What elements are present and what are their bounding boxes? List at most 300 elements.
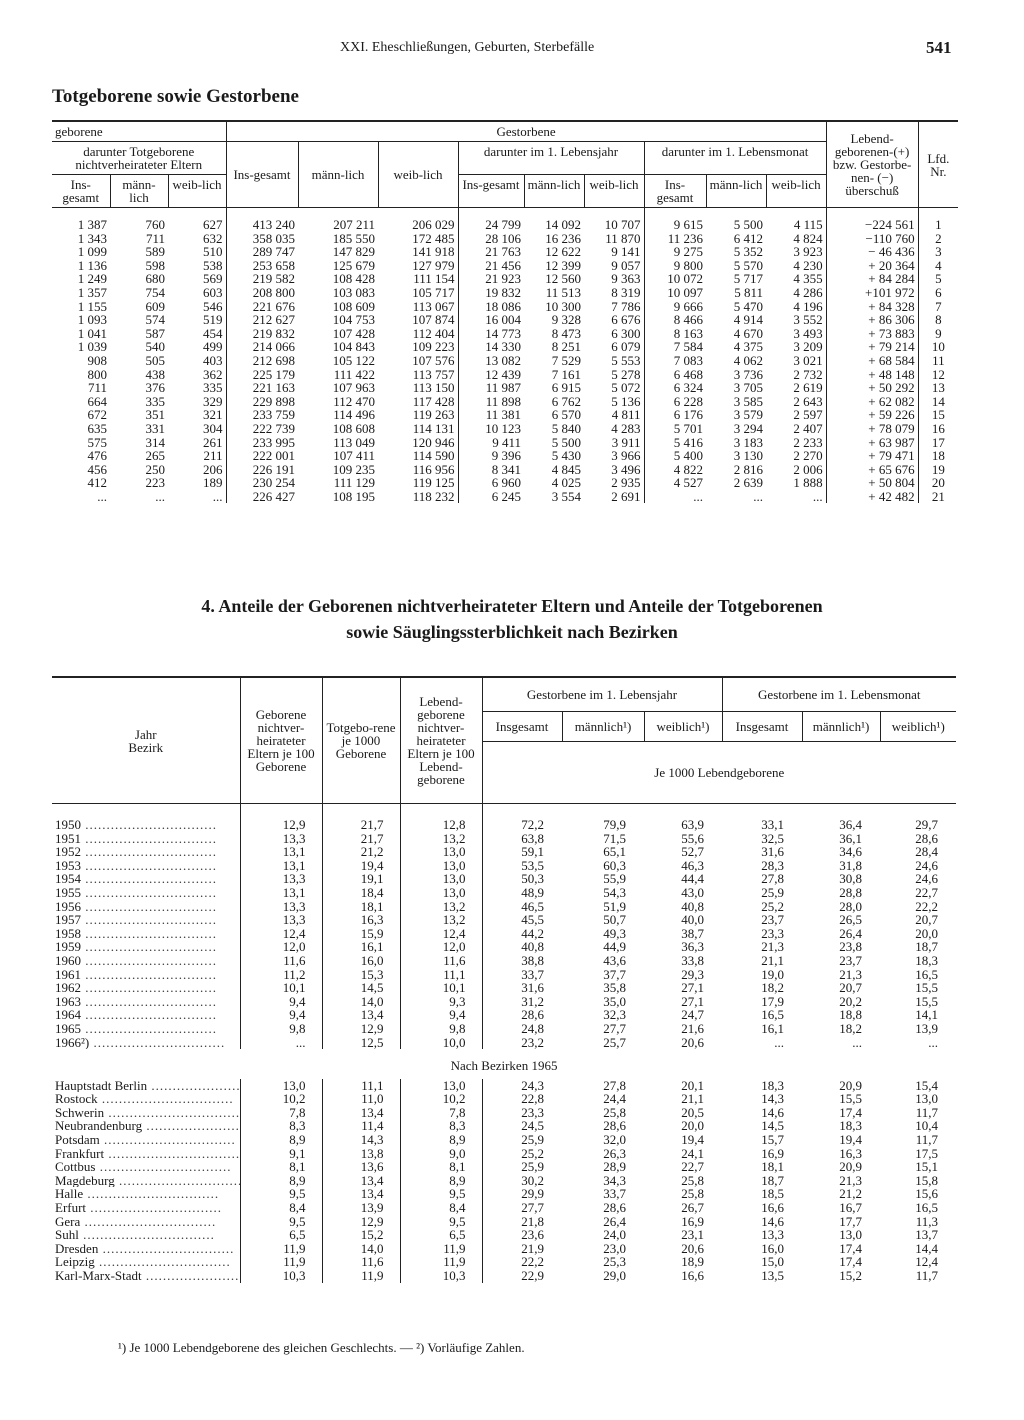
table-cell: 114 590 <box>378 449 458 463</box>
table-cell: 4 811 <box>584 408 644 422</box>
table-cell: 7,8 <box>400 1106 482 1120</box>
table-cell: 25,2 <box>521 1145 544 1161</box>
table-row <box>52 463 958 477</box>
head-lebend-nv: Lebend-geborene nichtver-heirateter Eltern je 100 Lebend-geborene <box>400 677 482 804</box>
row-label: Karl-Marx-Stadt ..... <box>55 1269 240 1283</box>
section1-title: Totgeborene sowie Gestorbene <box>52 86 299 107</box>
table-cell: 113 757 <box>378 368 458 382</box>
table-cell: 10,2 <box>240 1092 322 1106</box>
table-cell: 23,2 <box>521 1034 544 1050</box>
table-row <box>52 422 958 436</box>
row-label-cell <box>52 954 240 968</box>
table-cell: 63,8 <box>521 830 544 846</box>
table-cell: 664 <box>87 393 107 409</box>
table-cell: 33,7 <box>521 966 544 982</box>
table-cell: 189 <box>168 476 226 490</box>
table-cell: 6 762 <box>551 393 581 409</box>
table-cell: 16,9 <box>681 1213 705 1229</box>
table-cell: 598 <box>145 257 165 273</box>
table-cell: 40,0 <box>681 912 705 928</box>
table-cell: 7 083 <box>673 352 703 368</box>
table-row <box>52 368 958 382</box>
table-cell: 17,4 <box>839 1240 863 1256</box>
table-cell: 12,4 <box>400 927 482 941</box>
table-cell: 16,3 <box>322 913 400 927</box>
table-cell: 26,5 <box>839 912 863 928</box>
table-cell: 55,6 <box>681 830 705 846</box>
table-cell: 4 527 <box>673 475 703 491</box>
table-row <box>52 1242 956 1256</box>
row-label: 1956 ..... <box>55 900 217 914</box>
table-cell: 538 <box>168 259 226 273</box>
table-cell: 28 106 <box>485 230 521 246</box>
table-cell: ... <box>97 488 107 504</box>
table-cell: 351 <box>145 407 165 423</box>
table-cell: 14,5 <box>761 1118 785 1134</box>
table-cell: 1 343 <box>77 230 107 246</box>
table-cell: 21,1 <box>761 952 785 968</box>
table-cell: 13,2 <box>400 900 482 914</box>
head-bezirk: Bezirk <box>128 739 164 755</box>
page-header <box>0 30 1024 60</box>
table-cell: 24,8 <box>521 1020 544 1036</box>
table-cell: + 68 584 <box>826 354 918 368</box>
table-cell: 18,3 <box>761 1077 785 1093</box>
table-cell: 10,3 <box>240 1269 322 1283</box>
table-totgeborene-gestorbene <box>52 120 958 503</box>
table-cell: 4 824 <box>766 232 826 246</box>
table-cell: +101 972 <box>826 286 918 300</box>
table-cell: 34,3 <box>603 1172 626 1188</box>
head-j-weiblich: weib-lich <box>584 175 644 208</box>
table-cell: 5 416 <box>673 434 703 450</box>
table-cell: 635 <box>87 420 107 436</box>
table-cell: 21,9 <box>521 1240 544 1256</box>
table-cell: 3 579 <box>733 407 763 423</box>
section2-title-line1: 4. Anteile der Geborenen nichtverheirateter Eltern und Anteile der Totgeborenen <box>201 596 823 616</box>
table-row <box>52 340 958 354</box>
table-cell: 15,0 <box>761 1254 785 1270</box>
row-label: 1962 ..... <box>55 981 217 995</box>
table-cell: 23,7 <box>839 952 863 968</box>
table-cell: 11,6 <box>240 954 322 968</box>
table-cell: 212 698 <box>252 352 295 368</box>
table-cell: 79,9 <box>603 817 626 832</box>
table-cell: 25,7 <box>603 1034 626 1050</box>
bezirke-heading: Nach Bezirken 1965 <box>450 1058 558 1074</box>
table-cell: 31,6 <box>521 980 544 996</box>
row-label-cell <box>52 1215 240 1229</box>
row-label-cell <box>52 845 240 859</box>
table-cell: 45,5 <box>521 912 544 928</box>
table-cell: ... <box>928 1034 939 1050</box>
table-cell: 13,0 <box>839 1227 863 1243</box>
row-label-cell <box>52 886 240 900</box>
row-label-cell <box>52 1079 240 1093</box>
row-label: Cottbus ..... <box>55 1160 231 1174</box>
table-cell: 4 196 <box>766 300 826 314</box>
head-lebensjahr: Gestorbene im 1. Lebensjahr <box>482 677 722 712</box>
table-cell: 13,8 <box>322 1147 400 1161</box>
table-cell: 9 057 <box>584 259 644 273</box>
table-row <box>52 1269 956 1283</box>
table-anteile-bezirke <box>52 676 956 1283</box>
table-cell: 15,6 <box>915 1186 939 1202</box>
table-cell: 22,7 <box>915 884 939 900</box>
table-cell: 40,8 <box>521 939 544 955</box>
table-cell: 11,6 <box>400 954 482 968</box>
table-cell: ... <box>240 1036 322 1050</box>
table-cell: 29,7 <box>915 817 939 832</box>
table-row <box>52 1201 956 1215</box>
table-cell: 10 072 <box>667 271 703 287</box>
table-cell: 12,4 <box>240 927 322 941</box>
table-cell: 105 717 <box>378 286 458 300</box>
table-cell: 114 496 <box>333 407 375 423</box>
table-cell: 219 582 <box>252 271 295 287</box>
table-cell: 16 236 <box>545 230 581 246</box>
table-cell: + 50 292 <box>826 381 918 395</box>
table-cell: 4 025 <box>551 475 581 491</box>
table-cell: 29,9 <box>521 1186 544 1202</box>
table-cell: 6 468 <box>673 366 703 382</box>
table-cell: 28,9 <box>603 1159 626 1175</box>
table-cell: 413 240 <box>252 217 295 232</box>
table-cell: + 86 306 <box>826 313 918 327</box>
table-cell: 575 <box>87 434 107 450</box>
table-cell: 5 553 <box>584 354 644 368</box>
table-cell: 16,1 <box>322 940 400 954</box>
table-row <box>52 900 956 914</box>
row-label: 1964 ..... <box>55 1008 217 1022</box>
table-row <box>52 259 958 273</box>
table-cell: 250 <box>145 461 165 477</box>
table-cell: 15,5 <box>839 1091 863 1107</box>
table-cell: 23,6 <box>521 1227 544 1243</box>
table-row <box>52 1160 956 1174</box>
table-cell: 4 822 <box>673 461 703 477</box>
table-cell: 8,4 <box>400 1201 482 1215</box>
table-cell: 24,5 <box>521 1118 544 1134</box>
table-cell: 1 249 <box>77 271 107 287</box>
table-cell: 28,0 <box>839 898 863 914</box>
table-cell: 21,2 <box>322 845 400 859</box>
table-cell: 574 <box>145 312 165 328</box>
table-cell: 20,7 <box>839 980 863 996</box>
table-cell: 11 870 <box>584 232 644 246</box>
table-cell: 9 411 <box>492 434 521 450</box>
table-cell: 261 <box>168 436 226 450</box>
table-cell: 46,5 <box>521 898 544 914</box>
table-cell: 304 <box>168 422 226 436</box>
head-gestorbene: Gestorbene <box>226 121 826 142</box>
head-m-weiblich: weib-lich <box>766 175 826 208</box>
table-cell: 15,2 <box>322 1228 400 1242</box>
row-label: 1966²) ..... <box>55 1036 225 1050</box>
row-label-cell <box>52 927 240 941</box>
table-cell: 19,4 <box>322 859 400 873</box>
table-cell: ... <box>693 488 703 504</box>
row-label-cell <box>52 981 240 995</box>
table-cell: 38,8 <box>521 952 544 968</box>
table-cell: 233 759 <box>252 407 295 423</box>
table-cell: 23,8 <box>839 939 863 955</box>
table-cell: 15,2 <box>839 1268 863 1283</box>
table-cell: 9,4 <box>240 1008 322 1022</box>
table-cell: 222 001 <box>252 448 295 464</box>
row-label-cell <box>52 1187 240 1201</box>
table-cell: 10 300 <box>545 298 581 314</box>
table-cell: 10,1 <box>400 981 482 995</box>
table-cell: 1 387 <box>77 217 107 232</box>
table-cell: 9,0 <box>400 1147 482 1161</box>
table-cell: 51,9 <box>603 898 626 914</box>
table-cell: 13,0 <box>240 1079 322 1093</box>
table-cell: 9,3 <box>400 995 482 1009</box>
head-g-maennlich: männ-lich <box>298 142 378 208</box>
table-row <box>52 1174 956 1188</box>
table-cell: 17 <box>931 434 945 450</box>
table-cell: 18,8 <box>839 1007 863 1023</box>
table-cell: 35,8 <box>603 980 626 996</box>
table-cell: 21 <box>931 488 945 504</box>
table2-years <box>52 804 956 1050</box>
table-cell: 5 136 <box>584 395 644 409</box>
table-cell: 22,2 <box>915 898 939 914</box>
row-label-cell <box>52 1092 240 1106</box>
table-cell: 438 <box>145 366 165 382</box>
table-cell: 12,9 <box>240 804 322 832</box>
table-cell: 24,6 <box>915 871 939 887</box>
table-cell: 16,7 <box>839 1200 863 1216</box>
table-cell: 10 097 <box>667 284 703 300</box>
table-cell: 36,4 <box>839 817 863 832</box>
table-cell: 2 233 <box>766 436 826 450</box>
table-cell: 9,4 <box>240 995 322 1009</box>
row-label: 1959 ..... <box>55 940 217 954</box>
table-cell: 13,1 <box>240 886 322 900</box>
table-cell: + 20 364 <box>826 259 918 273</box>
table-cell: 13,9 <box>322 1201 400 1215</box>
table-cell: 25,3 <box>603 1254 626 1270</box>
table-cell: 31,2 <box>521 993 544 1009</box>
table-cell: 16,5 <box>915 966 939 982</box>
table-cell: 14,0 <box>322 995 400 1009</box>
table-cell: 16,6 <box>681 1268 705 1283</box>
table-cell: 12,0 <box>240 940 322 954</box>
table-cell: 18,7 <box>761 1172 785 1188</box>
table-cell: 5 811 <box>734 284 763 300</box>
table-cell: 54,3 <box>603 884 626 900</box>
table-cell: 335 <box>145 393 165 409</box>
table-cell: 12,0 <box>400 940 482 954</box>
table-cell: 14,6 <box>761 1104 785 1120</box>
table-cell: 314 <box>145 434 165 450</box>
row-label-cell <box>52 804 240 832</box>
table-cell: 18,5 <box>761 1186 785 1202</box>
table-cell: 2 006 <box>766 463 826 477</box>
table-cell: 20,9 <box>839 1159 863 1175</box>
table-cell: 21,3 <box>761 939 785 955</box>
table-cell: 11 381 <box>485 407 521 423</box>
row-label: 1963 ..... <box>55 995 217 1009</box>
row-label-cell <box>52 1036 240 1050</box>
head-maennlich2: männlich¹) <box>802 712 880 742</box>
row-label: Leipzig ..... <box>55 1255 231 1269</box>
table-cell: 499 <box>168 340 226 354</box>
table-cell: + 78 079 <box>826 422 918 436</box>
table-cell: 8 <box>935 312 942 328</box>
table-cell: 8 251 <box>551 339 581 355</box>
table-cell: 13,4 <box>322 1174 400 1188</box>
table-cell: 7 529 <box>551 352 581 368</box>
table-cell: 20,0 <box>681 1118 705 1134</box>
table-row <box>52 245 958 259</box>
table-cell: 800 <box>87 366 107 382</box>
table-cell: 16,3 <box>839 1145 863 1161</box>
table-cell: 6 676 <box>584 313 644 327</box>
table-cell: 25,9 <box>521 1159 544 1175</box>
table-row <box>52 1079 956 1093</box>
row-label-cell <box>52 832 240 846</box>
table-cell: 15,7 <box>761 1132 785 1148</box>
row-label-cell <box>52 1008 240 1022</box>
row-label: Neubrandenburg ..... <box>55 1119 240 1133</box>
table-cell: 11,3 <box>915 1213 939 1229</box>
table-cell: 9 275 <box>673 244 703 260</box>
table-cell: 16,0 <box>761 1240 785 1256</box>
table-cell: 14,6 <box>761 1213 785 1229</box>
table-cell: 13,0 <box>400 872 482 886</box>
table-row <box>52 381 958 395</box>
table-cell: 9,5 <box>240 1187 322 1201</box>
table-cell: 22,9 <box>521 1268 544 1283</box>
table-row <box>52 927 956 941</box>
table-cell: 1 <box>935 217 942 232</box>
table-row <box>52 436 958 450</box>
table-cell: 8,1 <box>400 1160 482 1174</box>
table-cell: 43,6 <box>603 952 626 968</box>
table-cell: + 59 226 <box>826 408 918 422</box>
table-cell: 13,0 <box>400 845 482 859</box>
table-cell: 10,1 <box>240 981 322 995</box>
table-cell: 33,8 <box>681 952 705 968</box>
table-cell: 26,4 <box>839 925 863 941</box>
row-label: Potsdam ..... <box>55 1133 236 1147</box>
table-cell: 6 324 <box>673 380 703 396</box>
table-cell: 33,1 <box>761 817 785 832</box>
table-cell: 2 643 <box>766 395 826 409</box>
table-cell: 53,5 <box>521 857 544 873</box>
table-cell: 18,1 <box>322 900 400 914</box>
row-label: 1965 ..... <box>55 1022 217 1036</box>
table-cell: 19,4 <box>839 1132 863 1148</box>
table-cell: 55,9 <box>603 871 626 887</box>
head-lfd-nr: Lfd. Nr. <box>927 150 950 179</box>
table-cell: 1 136 <box>77 257 107 273</box>
table-cell: 147 829 <box>332 244 375 260</box>
table-cell: 13,1 <box>240 845 322 859</box>
table-cell: 24,6 <box>915 857 939 873</box>
table-cell: 19 <box>931 461 945 477</box>
table-cell: 20,6 <box>681 1240 705 1256</box>
table-cell: 111 129 <box>333 475 375 491</box>
table-cell: 4 115 <box>766 208 826 232</box>
table-row <box>52 995 956 1009</box>
table-cell: 107 576 <box>378 354 458 368</box>
table-cell: 111 154 <box>378 272 458 286</box>
table-cell: 6 300 <box>584 327 644 341</box>
table-cell: 18,2 <box>839 1020 863 1036</box>
table-cell: 10 123 <box>485 420 521 436</box>
row-label: Frankfurt ..... <box>55 1147 240 1161</box>
table-cell: 13,0 <box>400 859 482 873</box>
table-row <box>52 913 956 927</box>
table-cell: 362 <box>168 368 226 382</box>
table-cell: + 79 214 <box>826 340 918 354</box>
table-cell: + 48 148 <box>826 368 918 382</box>
table-cell: 28,3 <box>761 857 785 873</box>
table-cell: 60,3 <box>603 857 626 873</box>
table-cell: 13,4 <box>322 1106 400 1120</box>
row-label-cell <box>52 1255 240 1269</box>
table-cell: 21,6 <box>681 1020 705 1036</box>
table-cell: 25,9 <box>521 1132 544 1148</box>
table-cell: 12,9 <box>322 1215 400 1229</box>
table-cell: 9 800 <box>673 257 703 273</box>
table-cell: 15,4 <box>915 1077 939 1093</box>
table2-bezirke-heading <box>52 1049 956 1079</box>
table-cell: 25,9 <box>761 884 785 900</box>
table-cell: 3 923 <box>766 245 826 259</box>
table-cell: 117 428 <box>378 395 458 409</box>
table-cell: 603 <box>168 286 226 300</box>
table-cell: 7 <box>935 298 942 314</box>
row-label-cell <box>52 1242 240 1256</box>
table-cell: 1 357 <box>77 284 107 300</box>
table-cell: 11,1 <box>322 1079 400 1093</box>
table-cell: 16 <box>931 420 945 436</box>
table-cell: 3 554 <box>551 488 581 504</box>
table-cell: 587 <box>145 325 165 341</box>
table-cell: 29,0 <box>603 1268 626 1283</box>
table-cell: 5 701 <box>673 420 703 436</box>
table-cell: 3 552 <box>766 313 826 327</box>
table-cell: 21 763 <box>485 244 521 260</box>
table-cell: 13,1 <box>240 859 322 873</box>
table-row <box>52 300 958 314</box>
table-cell: 9 666 <box>673 298 703 314</box>
table-cell: 14,1 <box>915 1007 939 1023</box>
table-cell: 105 122 <box>332 352 375 368</box>
table-cell: 17,4 <box>839 1254 863 1270</box>
table-cell: 29,3 <box>681 966 705 982</box>
table-cell: 4 062 <box>733 352 763 368</box>
table-cell: 519 <box>168 313 226 327</box>
table-cell: 15,1 <box>915 1159 939 1175</box>
table-cell: 25,8 <box>603 1104 626 1120</box>
table-cell: 8 466 <box>673 312 703 328</box>
table-cell: 12 <box>931 366 945 382</box>
table-cell: 2 816 <box>733 461 763 477</box>
row-label: 1957 ..... <box>55 913 217 927</box>
table-cell: 23,0 <box>603 1240 626 1256</box>
table-cell: 27,8 <box>603 1077 626 1093</box>
table-cell: 26,3 <box>603 1145 626 1161</box>
table-cell: 35,0 <box>603 993 626 1009</box>
table-cell: 21,3 <box>839 966 863 982</box>
table-cell: −224 561 <box>826 208 918 232</box>
